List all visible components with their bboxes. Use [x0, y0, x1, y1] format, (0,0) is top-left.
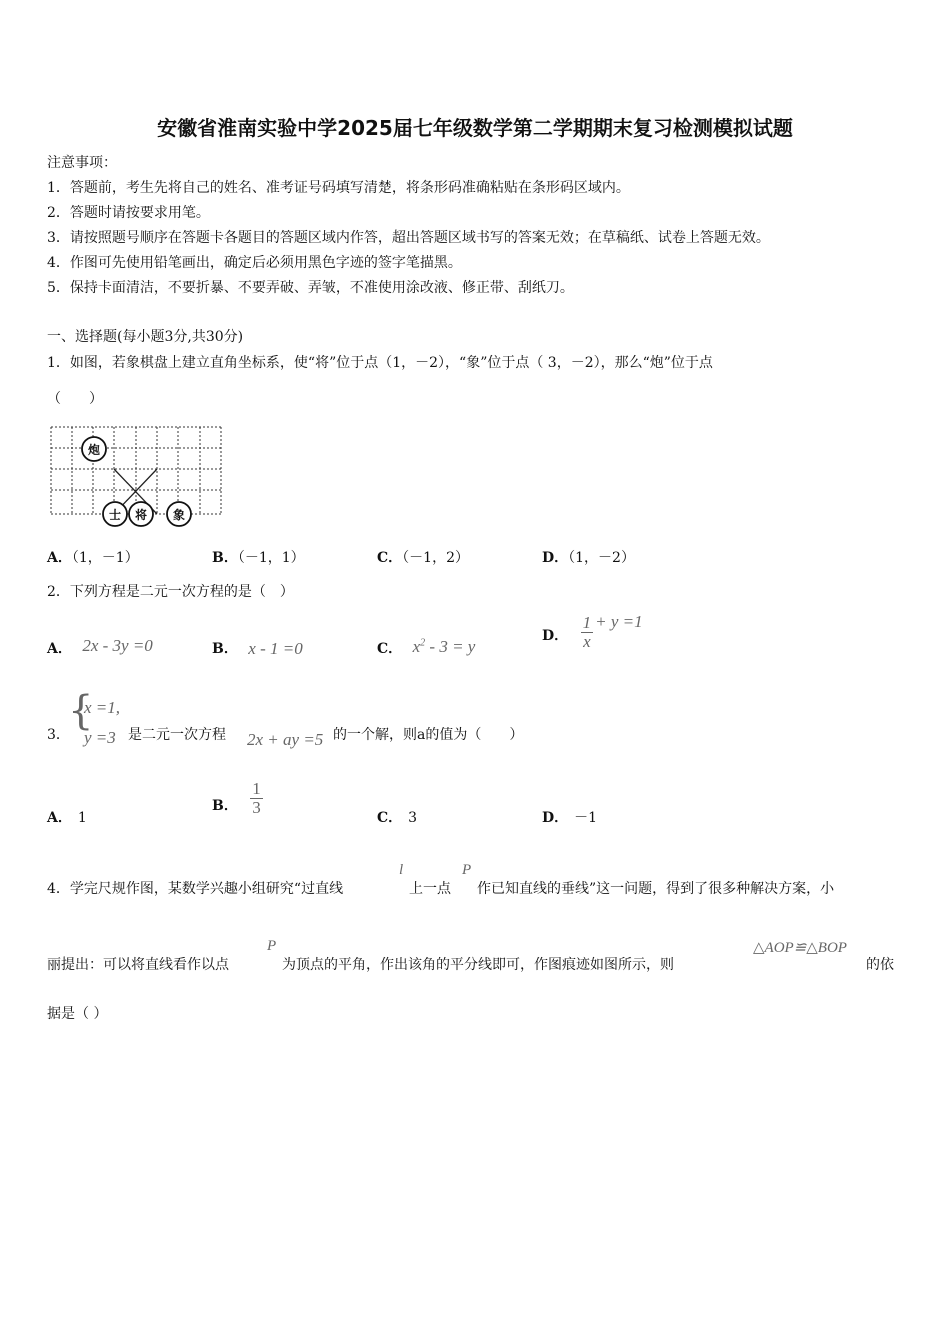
piece-pao-label: 炮: [87, 443, 101, 457]
q2-option-d-den: x: [583, 632, 591, 651]
q2-option-a-label: A．: [47, 641, 72, 657]
q3-option-d-label: D．: [542, 810, 569, 826]
q1-option-b-label: B．: [212, 550, 238, 566]
q2-option-a-expr: 2x - 3y =0: [82, 636, 153, 655]
q3-brace: {: [68, 688, 94, 734]
q3-option-c-label: C．: [377, 810, 403, 826]
q3-option-d-text: －1: [574, 810, 598, 826]
q4-line3: 据是（ ）: [47, 1006, 108, 1022]
piece-jiang-label: 将: [134, 508, 148, 522]
q2-option-b: [212, 638, 303, 658]
piece-shi-label: 士: [108, 508, 122, 522]
q1-option-b: [212, 547, 305, 567]
q2-option-c-sup: 2: [420, 637, 426, 649]
q1-option-c: [377, 547, 469, 567]
q4-point-p: P: [462, 862, 472, 878]
q2-option-c-expr: [413, 637, 476, 656]
q3-sys-eq2: y =3: [84, 728, 116, 747]
q3-option-b-frac: [250, 780, 263, 817]
q1-stem-line1: 1．如图，若象棋盘上建立直角坐标系，使“将”位于点（1，－2），“象”位于点（ 3，－2），那么“炮”位于点: [47, 355, 713, 371]
q3-option-b-label: B．: [212, 797, 238, 814]
chessboard-figure: [45, 420, 227, 530]
q3-number: 3．: [47, 727, 70, 743]
page-title: 安徽省淮南实验中学2025届七年级数学第二学期期末复习检测模拟试题: [157, 116, 793, 140]
q4-line1c: 作已知直线的垂线”这一问题，得到了很多种解决方案，小: [477, 881, 835, 897]
notice-item-5: 5．保持卡面清洁，不要折暴、不要弄破、弄皱，不准使用涂改液、修正带、刮纸刀。: [47, 280, 574, 296]
q3-tail-text: 的一个解，则a的值为（ ）: [333, 727, 524, 743]
q4-point-p-2: P: [267, 938, 277, 954]
q1-option-d-label: D．: [542, 550, 569, 566]
q3-option-a: [47, 807, 87, 827]
q1-option-b-text: （－1，1）: [237, 550, 305, 566]
q2-option-d-num: 1: [582, 613, 592, 632]
notice-item-3: 3．请按照题号顺序在答题卡各题目的答题区域内作答，超出答题区域书写的答案无效；在草稿纸、试卷上答题无效。: [47, 230, 770, 246]
q3-option-c: [377, 807, 417, 827]
q4-congruence: △AOP≌△BOP: [753, 940, 847, 956]
chessboard-grid: [51, 427, 221, 514]
q1-option-c-label: C．: [377, 550, 403, 566]
q2-option-b-expr: x - 1 =0: [248, 639, 303, 658]
q4-line-l: l: [399, 862, 404, 878]
q3-equation: 2x + ay =5: [247, 730, 324, 749]
q4-line1b: 上一点: [409, 881, 451, 897]
q1-option-c-text: （－1，2）: [402, 550, 469, 566]
q3-option-b: [212, 780, 263, 817]
q1-option-d-text: （1，－2）: [568, 550, 635, 566]
q2-option-a: [47, 638, 153, 658]
notice-heading: 注意事项：: [47, 155, 117, 171]
q3-option-a-label: A．: [47, 810, 72, 826]
q3-option-b-num: 1: [252, 779, 261, 798]
notice-item-1: 1．答题前，考生先将自己的姓名、准考证号码填写清楚，将条形码准确粘贴在条形码区域内。: [47, 180, 630, 196]
notice-item-4: 4．作图可先使用铅笔画出，确定后必须用黑色字迹的签字笔描黑。: [47, 255, 462, 271]
q2-option-c: [377, 638, 475, 658]
piece-xiang-label: 象: [172, 508, 186, 522]
q1-option-a: [47, 547, 139, 567]
q3-option-c-text: 3: [408, 810, 418, 826]
q3-option-b-den: 3: [252, 798, 261, 817]
q2-stem: 2．下列方程是二元一次方程的是（ ）: [47, 584, 294, 600]
q1-option-d: [542, 547, 635, 567]
q1-option-a-label: A．: [47, 550, 72, 566]
q2-option-c-rest: - 3 = y: [425, 637, 476, 656]
q3-mid-text: 是二元一次方程: [128, 727, 226, 743]
notice-item-2: 2．答题时请按要求用笔。: [47, 205, 210, 221]
q2-option-d-frac: [581, 614, 594, 651]
q3-sys-eq1: x =1,: [84, 698, 121, 717]
q4-line2c: 的依: [866, 957, 894, 973]
q4-line1a: 4．学完尺规作图，某数学兴趣小组研究“过直线: [47, 881, 344, 897]
q2-option-d-rest: + y =1: [595, 611, 643, 631]
q2-option-d-label: D．: [542, 627, 569, 644]
q2-option-c-label: C．: [377, 641, 403, 657]
q1-stem-line2: （ ）: [47, 391, 103, 407]
q3-option-a-text: 1: [77, 810, 87, 826]
q1-option-a-text: （1，－1）: [71, 550, 139, 566]
q2-option-b-label: B．: [212, 641, 238, 657]
section-heading: 一、选择题(每小题3分,共30分): [47, 329, 244, 345]
q3-option-d: [542, 807, 597, 827]
q2-option-d: [542, 611, 643, 651]
q4-line2b: 为顶点的平角，作出该角的平分线即可，作图痕迹如图所示，则: [282, 957, 674, 973]
q2-option-c-base: x: [412, 637, 421, 656]
q4-line2a: 丽提出：可以将直线看作以点: [47, 957, 229, 973]
